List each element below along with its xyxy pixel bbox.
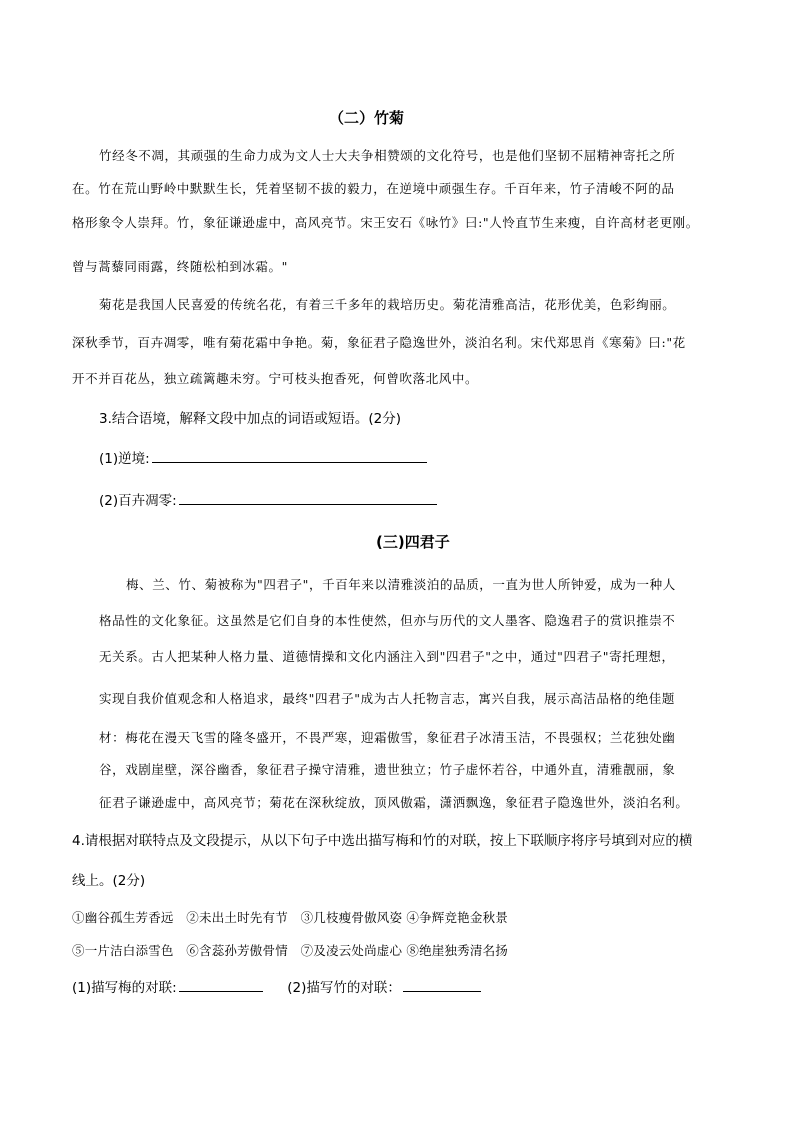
question-3-item-1 <box>99 447 427 467</box>
question-4-stem-line-2: 线上。(2分) <box>72 873 146 889</box>
options-row: ⑤一片洁白添雪色 ⑥含蕊孙芳傲骨情 ⑦及凌云处尚虚心 ⑧绝崖独秀清名扬 <box>72 943 508 958</box>
paragraph-line: 无关系。古人把某种人格力量、道德情操和文化内涵注入到"四君子"之中，通过"四君子"寄托理想， <box>99 649 675 664</box>
section-title-four-gentlemen: (三)四君子 <box>376 533 450 551</box>
paragraph-line: 谷，戏剧崖壁，深谷幽香，象征君子操守清雅，遗世独立；竹子虚怀若谷，中通外直，清雅靓丽，象 <box>99 762 676 777</box>
paragraph-line: 在。竹在荒山野岭中默默生长，凭着坚韧不拔的毅力，在逆境中顽强生存。千百年来，竹子清峻不阿的品 <box>72 181 675 196</box>
paragraph-line: 格形象令人崇拜。竹，象征谦逊虚中，高风亮节。宋王安石《咏竹》曰:"人怜直节生来瘦，自许高材老更刚。 <box>72 215 699 230</box>
question-4-stem-line-1: 4.请根据对联特点及文段提示，从以下句子中选出描写梅和竹的对联，按上下联顺序将序号填到对应的横 <box>72 833 693 849</box>
answer-blank-bamboo[interactable] <box>403 977 481 992</box>
answer-blank[interactable] <box>179 490 437 505</box>
paragraph-line: 菊花是我国人民喜爱的传统名花，有着三千多年的栽培历史。菊花清雅高洁，花形优美，色彩绚丽。 <box>99 297 676 312</box>
paragraph-line: 格品性的文化象征。这虽然是它们自身的本性使然，但亦与历代的文人墨客、隐逸君子的赏识推崇不 <box>99 613 676 628</box>
answer-label-plum: (1)描写梅的对联: <box>72 980 177 996</box>
item-label: (2)百卉凋零: <box>99 493 177 509</box>
question-3-stem: 3.结合语境，解释文段中加点的词语或短语。(2分) <box>99 411 402 427</box>
answer-label-bamboo: (2)描写竹的对联： <box>287 980 401 996</box>
answer-blank-plum[interactable] <box>179 977 263 992</box>
paragraph-line: 竹经冬不凋，其顽强的生命力成为文人士大夫争相赞颂的文化符号，也是他们坚韧不屈精神寄托之所 <box>99 148 676 163</box>
item-label: (1)逆境: <box>99 451 150 467</box>
question-3-item-2 <box>99 489 437 509</box>
paragraph-line: 材：梅花在漫天飞雪的隆冬盛开，不畏严寒，迎霜傲雪，象征君子冰清玉洁，不畏强权；兰花独处幽 <box>99 730 676 745</box>
paragraph-line: 开不并百花丛，独立疏篱趣未穷。宁可枝头抱香死，何曾吹落北风中。 <box>72 371 479 386</box>
paragraph-line: 深秋季节，百卉凋零，唯有菊花霜中争艳。菊，象征君子隐逸世外，淡泊名利。宋代郑思肖《寒菊》曰:"花 <box>72 335 686 350</box>
paragraph-line: 实现自我价值观念和人格追求，最终"四君子"成为古人托物言志，寓兴自我，展示高洁品格的绝佳题 <box>99 691 676 706</box>
section-title-bamboo-chrysanthemum: （二）竹菊 <box>329 109 405 127</box>
options-row: ①幽谷孤生芳香远 ②未出土时先有节 ③几枝瘦骨傲风姿 ④争辉竞艳金秋景 <box>72 910 508 925</box>
question-4-answers <box>72 976 481 996</box>
answer-blank[interactable] <box>152 448 427 463</box>
paragraph-line: 梅、兰、竹、菊被称为"四君子"，千百年来以清雅淡泊的品质，一直为世人所钟爱，成为一种人 <box>126 577 676 592</box>
paragraph-line: 曾与蒿藜同雨露，终随松柏到冰霜。" <box>72 259 288 274</box>
paragraph-line: 征君子谦逊虚中，高风亮节；菊花在深秋绽放，顶风傲霜，潇洒飘逸，象征君子隐逸世外，淡泊名利。 <box>99 795 689 810</box>
